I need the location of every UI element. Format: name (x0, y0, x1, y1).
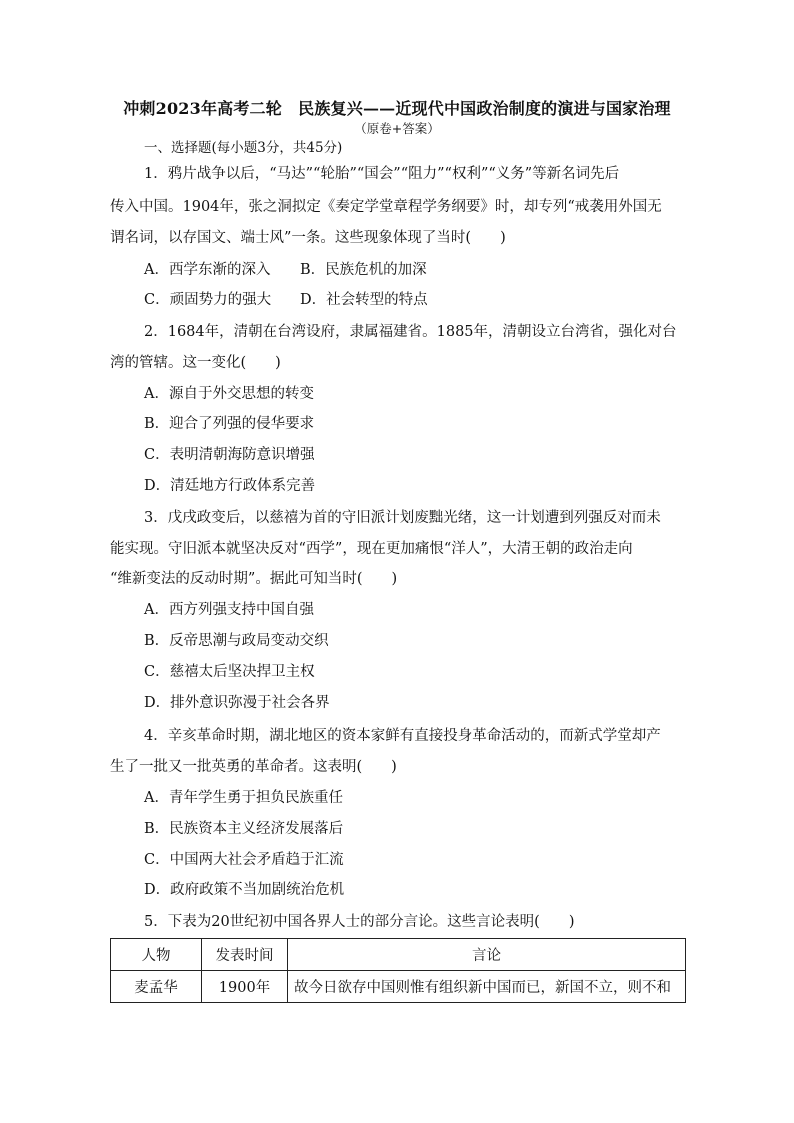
table-header-cell: 发表时间 (202, 939, 288, 971)
table-row (111, 971, 686, 1003)
q2-option-a: A．源自于外交思想的转变 (144, 386, 314, 402)
table-header-cell: 言论 (288, 939, 686, 971)
q5-line-1: 5．下表为20世纪初中国各界人士的部分言论。这些言论表明( ) (144, 914, 575, 930)
q1-line-3: 谓名词，以存国文、端士风”一条。这些现象体现了当时( ) (110, 230, 506, 246)
q4-option-d: D．政府政策不当加剧统治危机 (144, 882, 345, 898)
q2-line-1: 2．1684年，清朝在台湾设府，隶属福建省。1885年，清朝设立台湾省，强化对台 (144, 324, 677, 340)
q1-option-c: C．顽固势力的强大 (144, 292, 272, 308)
q4-option-a: A．青年学生勇于担负民族重任 (144, 790, 343, 806)
q5-table (110, 938, 686, 1003)
q3-option-b: B．反帝思潮与政局变动交织 (144, 633, 329, 649)
q3-line-2: 能实现。守旧派本就坚决反对“西学”，现在更加痛恨“洋人”，大清王朝的政治走向 (110, 541, 633, 557)
section-heading: 一、选择题(每小题3分，共45分) (144, 140, 343, 156)
q1-option-a: A．西学东渐的深入 (144, 262, 271, 278)
q2-option-d: D．清廷地方行政体系完善 (144, 478, 316, 494)
q1-line-2: 传入中国。1904年，张之洞拟定《奏定学堂章程学务纲要》时，却专列“戒袭用外国无 (110, 199, 662, 215)
q4-option-b: B．民族资本主义经济发展落后 (144, 821, 344, 837)
q1-option-d: D．社会转型的特点 (300, 292, 428, 308)
table-header-row (111, 939, 686, 971)
q3-line-1: 3．戊戌政变后，以慈禧为首的守旧派计划废黜光绪，这一计划遭到列强反对而未 (144, 510, 661, 526)
document-subtitle: （原卷+答案） (354, 121, 440, 136)
q4-option-c: C．中国两大社会矛盾趋于汇流 (144, 852, 344, 868)
q2-option-c: C．表明清朝海防意识增强 (144, 447, 315, 463)
q1-line-1: 1．鸦片战争以后，“马达”“轮胎”“国会”“阻力”“权利”“义务”等新名词先后 (144, 166, 620, 182)
q3-option-a: A．西方列强支持中国自强 (144, 602, 314, 618)
table-cell-statement: 故今日欲存中国则惟有组织新中国而已，新国不立，则不和 (288, 971, 686, 1003)
q4-line-1: 4．辛亥革命时期，湖北地区的资本家鲜有直接投身革命活动的，而新式学堂却产 (144, 728, 661, 744)
q4-line-2: 生了一批又一批英勇的革命者。这表明( ) (110, 759, 397, 775)
q1-option-b: B．民族危机的加深 (300, 262, 427, 278)
q3-option-c: C．慈禧太后坚决捍卫主权 (144, 664, 315, 680)
q3-option-d: D．排外意识弥漫于社会各界 (144, 695, 330, 711)
q2-option-b: B．迎合了列强的侵华要求 (144, 416, 315, 432)
q2-line-2: 湾的管辖。这一变化( ) (110, 355, 281, 371)
q3-line-3: “维新变法的反动时期”。据此可知当时( ) (110, 571, 398, 587)
table-header-cell: 人物 (111, 939, 202, 971)
table-cell-person: 麦孟华 (111, 971, 202, 1003)
table-cell-time: 1900年 (202, 971, 288, 1003)
document-title: 冲刺2023年高考二轮 民族复兴——近现代中国政治制度的演进与国家治理 (123, 99, 671, 118)
